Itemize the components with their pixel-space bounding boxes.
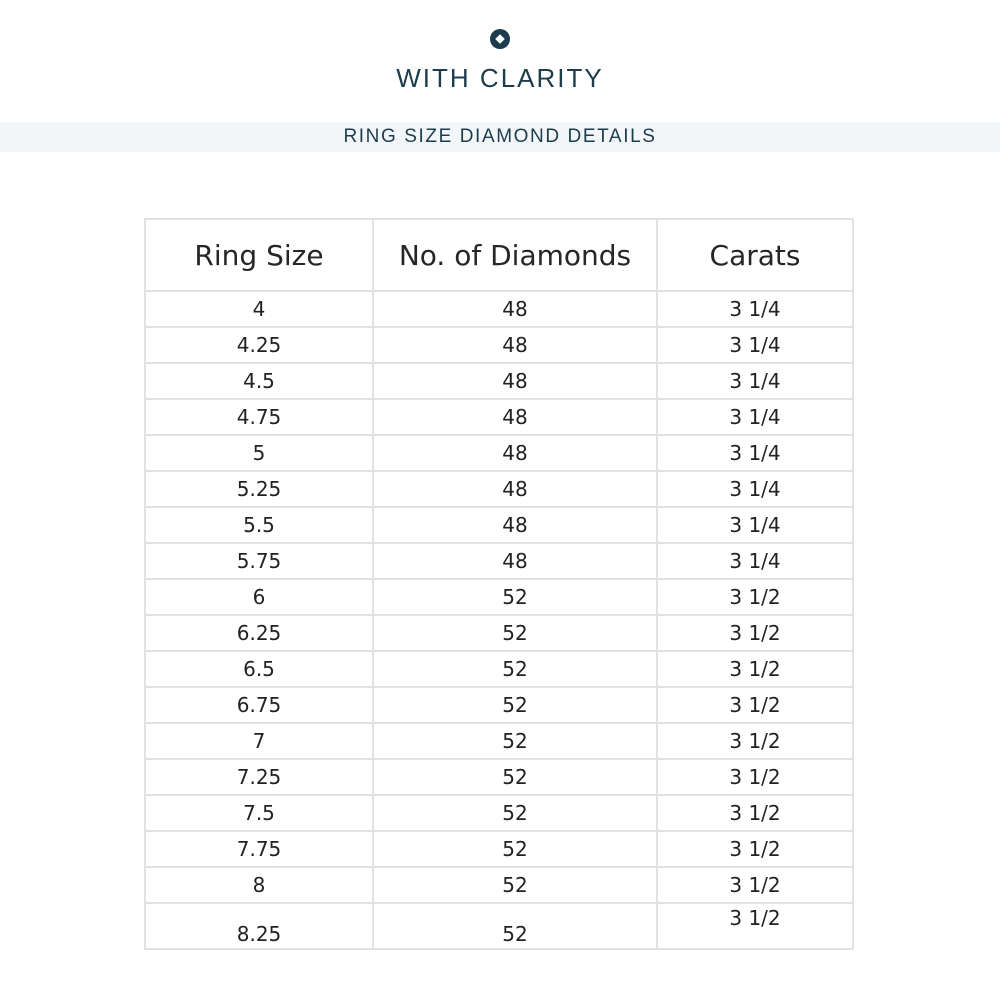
carats-cell: 3 1/2: [657, 723, 853, 759]
carats-cell: 3 1/2: [657, 867, 853, 903]
ring-size-cell: 6.25: [145, 615, 373, 651]
header-carats: Carats: [657, 219, 853, 291]
table-row: [145, 363, 853, 399]
ring-size-cell: 7.5: [145, 795, 373, 831]
banner-title: RING SIZE DIAMOND DETAILS: [343, 126, 657, 147]
diamond-count-cell: 52: [373, 651, 657, 687]
diamond-count-cell: 52: [373, 759, 657, 795]
ring-size-cell: 7.75: [145, 831, 373, 867]
diamond-count-cell: 48: [373, 399, 657, 435]
ring-size-cell: 5.5: [145, 507, 373, 543]
diamond-count-cell: 48: [373, 543, 657, 579]
table-row: [145, 759, 853, 795]
diamond-count-cell: 52: [373, 723, 657, 759]
diamond-count-cell: 52: [373, 687, 657, 723]
table-row: [145, 795, 853, 831]
carats-cell: 3 1/2: [657, 651, 853, 687]
table-row: [145, 867, 853, 903]
carats-cell: 3 1/2: [657, 615, 853, 651]
ring-size-table: [144, 218, 854, 950]
carats-cell: 3 1/4: [657, 435, 853, 471]
carats-cell: 3 1/4: [657, 327, 853, 363]
ring-size-cell: 4.5: [145, 363, 373, 399]
diamond-count-cell: 48: [373, 291, 657, 327]
table-row: [145, 291, 853, 327]
diamond-count-cell: 52: [373, 867, 657, 903]
carats-cell: 3 1/2: [657, 831, 853, 867]
table-row: [145, 327, 853, 363]
diamond-logo-icon: [489, 28, 511, 50]
carats-cell: 3 1/4: [657, 291, 853, 327]
carats-cell: 3 1/4: [657, 471, 853, 507]
carats-cell: 3 1/2: [657, 759, 853, 795]
table-row: [145, 723, 853, 759]
ring-size-cell: 6.5: [145, 651, 373, 687]
table-row: [145, 831, 853, 867]
ring-size-cell: 8.25: [145, 903, 373, 949]
diamond-count-cell: 52: [373, 831, 657, 867]
table-row: [145, 579, 853, 615]
diamond-count-cell: 52: [373, 903, 657, 949]
table-row: [145, 903, 853, 949]
diamond-count-cell: 52: [373, 795, 657, 831]
ring-size-cell: 8: [145, 867, 373, 903]
header-no-of-diamonds: No. of Diamonds: [373, 219, 657, 291]
diamond-count-cell: 48: [373, 507, 657, 543]
table-row: [145, 399, 853, 435]
carats-cell: 3 1/4: [657, 399, 853, 435]
carats-cell: 3 1/2: [657, 687, 853, 723]
table-row: [145, 687, 853, 723]
diamond-count-cell: 48: [373, 435, 657, 471]
table-row: [145, 651, 853, 687]
ring-size-cell: 5: [145, 435, 373, 471]
diamond-count-cell: 48: [373, 363, 657, 399]
carats-cell: 3 1/2: [657, 579, 853, 615]
table-row: [145, 471, 853, 507]
carats-cell: 3 1/4: [657, 363, 853, 399]
table-header-row: [145, 219, 853, 291]
carats-cell: 3 1/4: [657, 543, 853, 579]
brand-name: WITH CLARITY: [396, 63, 604, 93]
section-banner: [0, 122, 1000, 152]
ring-size-cell: 4.25: [145, 327, 373, 363]
carats-cell: 3 1/4: [657, 507, 853, 543]
table-row: [145, 615, 853, 651]
carats-cell: 3 1/2: [657, 903, 853, 949]
table-row: [145, 543, 853, 579]
ring-size-cell: 5.25: [145, 471, 373, 507]
diamond-count-cell: 52: [373, 579, 657, 615]
table-row: [145, 435, 853, 471]
diamond-count-cell: 48: [373, 471, 657, 507]
carats-cell: 3 1/2: [657, 795, 853, 831]
ring-size-cell: 7.25: [145, 759, 373, 795]
ring-size-cell: 4.75: [145, 399, 373, 435]
table-row: [145, 507, 853, 543]
ring-size-cell: 5.75: [145, 543, 373, 579]
diamond-count-cell: 48: [373, 327, 657, 363]
ring-size-cell: 4: [145, 291, 373, 327]
diamond-count-cell: 52: [373, 615, 657, 651]
ring-size-cell: 6: [145, 579, 373, 615]
ring-size-cell: 6.75: [145, 687, 373, 723]
ring-size-cell: 7: [145, 723, 373, 759]
header-ring-size: Ring Size: [145, 219, 373, 291]
